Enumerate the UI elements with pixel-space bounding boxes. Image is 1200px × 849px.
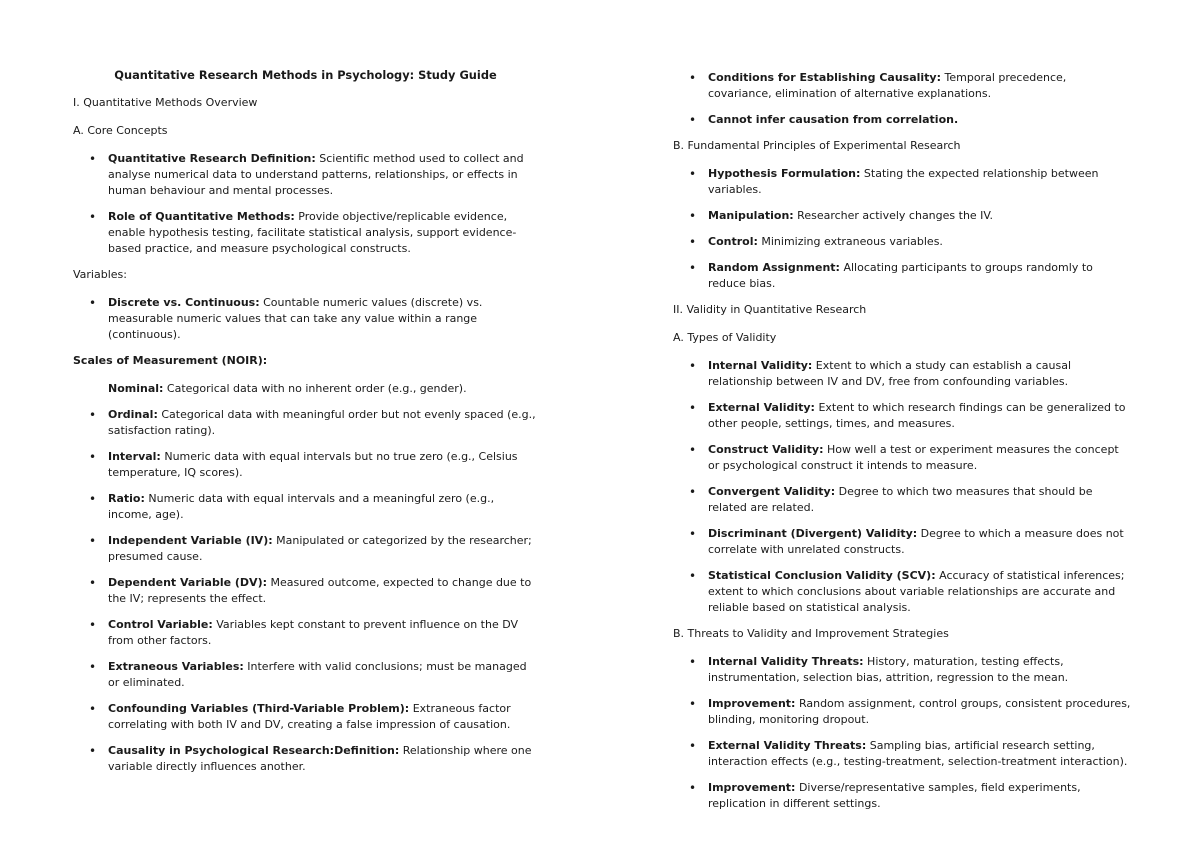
list-item	[673, 112, 1133, 128]
definition: Degree to which two measures that should be related are related.	[708, 485, 1093, 514]
list-item	[73, 381, 538, 397]
definition: History, maturation, testing effects, instrumentation, selection bias, attrition, regression to the mean.	[708, 655, 1069, 684]
list-item	[673, 260, 1133, 292]
definition: Scientific method used to collect and analyse numerical data to understand patterns, relationships, or effects in human behaviour and mental processes.	[108, 152, 524, 197]
threats-list	[673, 654, 1133, 812]
subheading-core-concepts: A. Core Concepts	[73, 124, 168, 137]
term: Statistical Conclusion Validity (SCV):	[708, 569, 936, 582]
definition: Measured outcome, expected to change due to the IV; represents the effect.	[108, 576, 532, 605]
subheading-threats: B. Threats to Validity and Improvement Strategies	[673, 627, 949, 640]
term: Hypothesis Formulation:	[708, 167, 861, 180]
term: External Validity Threats:	[708, 739, 867, 752]
list-item	[73, 659, 538, 691]
term: Role of Quantitative Methods:	[108, 210, 295, 223]
term: Internal Validity Threats:	[708, 655, 864, 668]
term: Nominal:	[108, 382, 164, 395]
list-item	[673, 166, 1133, 198]
list-item	[73, 743, 538, 775]
page-title: Quantitative Research Methods in Psychology: Study Guide	[114, 68, 497, 82]
term: Dependent Variable (DV):	[108, 576, 267, 589]
list-item	[673, 738, 1133, 770]
list-item	[73, 491, 538, 523]
definition: Extraneous factor correlating with both IV and DV, creating a false impression of causation.	[108, 702, 511, 731]
causality-list	[673, 70, 1133, 128]
term: Control:	[708, 235, 758, 248]
term: Ratio:	[108, 492, 145, 505]
term: Discriminant (Divergent) Validity:	[708, 527, 918, 540]
subheading-variables: Variables:	[73, 268, 127, 281]
list-item	[673, 442, 1133, 474]
term: Confounding Variables (Third-Variable Problem):	[108, 702, 410, 715]
variables-list	[73, 295, 538, 343]
term: Convergent Validity:	[708, 485, 836, 498]
definition: Degree to which a measure does not correlate with unrelated constructs.	[708, 527, 1124, 556]
principles-list	[673, 166, 1133, 292]
term: Discrete vs. Continuous:	[108, 296, 260, 309]
list-item	[673, 234, 1133, 250]
term: Ordinal:	[108, 408, 158, 421]
right-column	[673, 70, 1133, 822]
definition: Categorical data with no inherent order (e.g., gender).	[163, 382, 467, 395]
list-item	[73, 151, 538, 199]
definition: Random assignment, control groups, consistent procedures, blinding, monitoring dropout.	[708, 697, 1131, 726]
definition: Extent to which a study can establish a causal relationship between IV and DV, free from confounding variables.	[708, 359, 1072, 388]
list-item	[73, 617, 538, 649]
list-item	[673, 70, 1133, 102]
definition: Minimizing extraneous variables.	[757, 235, 943, 248]
definition: Temporal precedence, covariance, elimination of alternative explanations.	[708, 71, 1067, 100]
list-item	[673, 696, 1133, 728]
definition: Numeric data with equal intervals but no true zero (e.g., Celsius temperature, IQ scores).	[108, 450, 518, 479]
list-item	[673, 526, 1133, 558]
definition: Provide objective/replicable evidence, enable hypothesis testing, facilitate statistical analysis, support evidence-based practice, and measure psychological constructs.	[108, 210, 517, 255]
term: Conditions for Establishing Causality:	[708, 71, 942, 84]
section-heading-validity: II. Validity in Quantitative Research	[673, 303, 867, 316]
definition: Variables kept constant to prevent influence on the DV from other factors.	[108, 618, 519, 647]
definition: Manipulated or categorized by the researcher; presumed cause.	[108, 534, 532, 563]
list-item	[673, 358, 1133, 390]
validity-list	[673, 358, 1133, 616]
term: Manipulation:	[708, 209, 794, 222]
subheading-types-of-validity: A. Types of Validity	[673, 331, 777, 344]
definition: Extent to which research findings can be generalized to other people, settings, times, and measures.	[708, 401, 1126, 430]
term: Extraneous Variables:	[108, 660, 244, 673]
subheading-experimental-principles: B. Fundamental Principles of Experimental Research	[673, 139, 961, 152]
scales-list	[73, 381, 538, 775]
definition: How well a test or experiment measures the concept or psychological construct it intends to measure.	[708, 443, 1119, 472]
definition: Researcher actively changes the IV.	[793, 209, 994, 222]
list-item	[73, 295, 538, 343]
term: Improvement:	[708, 781, 796, 794]
definition: Countable numeric values (discrete) vs. measurable numeric values that can take any value within a range (continuous).	[108, 296, 483, 341]
section-heading-overview: I. Quantitative Methods Overview	[73, 96, 258, 109]
term: Control Variable:	[108, 618, 213, 631]
definition: Numeric data with equal intervals and a meaningful zero (e.g., income, age).	[108, 492, 495, 521]
term: Construct Validity:	[708, 443, 824, 456]
list-item	[673, 654, 1133, 686]
list-item	[673, 400, 1133, 432]
subheading-scales: Scales of Measurement (NOIR):	[73, 354, 268, 367]
definition: Sampling bias, artificial research setting, interaction effects (e.g., testing-treatment, selection-treatment interaction).	[708, 739, 1128, 768]
term: Interval:	[108, 450, 161, 463]
list-item	[673, 484, 1133, 516]
core-concepts-list	[73, 151, 538, 257]
list-item	[73, 701, 538, 733]
list-item	[73, 533, 538, 565]
definition: Accuracy of statistical inferences; extent to which conclusions about variable relationships are accurate and reliable based on statistical analysis.	[708, 569, 1125, 614]
list-item	[73, 209, 538, 257]
term: Quantitative Research Definition:	[108, 152, 316, 165]
definition: Interfere with valid conclusions; must be managed or eliminated.	[108, 660, 527, 689]
definition: Relationship where one variable directly influences another.	[108, 744, 532, 773]
term: Cannot infer causation from correlation.	[708, 113, 959, 126]
list-item	[73, 407, 538, 439]
list-item	[673, 208, 1133, 224]
term: Internal Validity:	[708, 359, 813, 372]
term: Causality in Psychological Research:Definition:	[108, 744, 400, 757]
definition: Diverse/representative samples, field experiments, replication in different settings.	[708, 781, 1081, 810]
definition: Allocating participants to groups randomly to reduce bias.	[708, 261, 1093, 290]
term: Improvement:	[708, 697, 796, 710]
definition: Stating the expected relationship between variables.	[708, 167, 1099, 196]
left-column	[73, 66, 538, 785]
list-item	[73, 449, 538, 481]
term: Random Assignment:	[708, 261, 840, 274]
definition: Categorical data with meaningful order but not evenly spaced (e.g., satisfaction rating).	[108, 408, 536, 437]
term: External Validity:	[708, 401, 815, 414]
list-item	[673, 780, 1133, 812]
list-item	[73, 575, 538, 607]
term: Independent Variable (IV):	[108, 534, 273, 547]
list-item	[673, 568, 1133, 616]
